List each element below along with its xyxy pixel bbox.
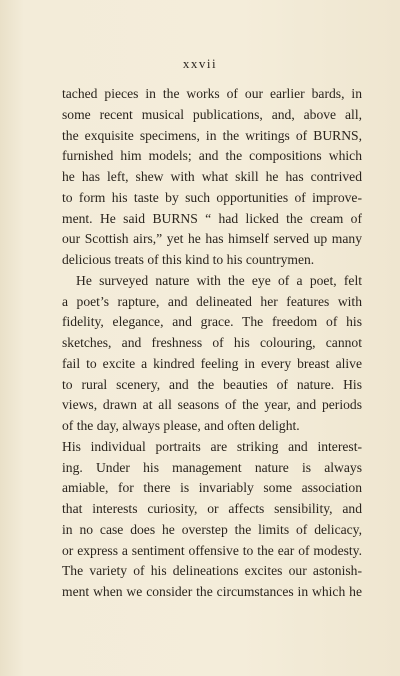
text-line: sketches, and freshness of his colouring, cannot (62, 335, 362, 350)
body-text (62, 84, 362, 603)
text-line: furnished him models; and the compositions which (62, 148, 362, 164)
text-line: ing. Under his management nature is always (62, 459, 362, 475)
text-line: he has left, shew with what skill he has contrived (62, 169, 362, 184)
text-line: tached pieces in the works of our earlier bards, in (62, 86, 362, 101)
text-line: His individual portraits are striking and interest- (62, 438, 362, 454)
text-line: He surveyed nature with the eye of a poet, felt (76, 272, 362, 288)
text-line: or express a sentiment offensive to the ear of modesty. (62, 542, 362, 558)
text-line: some recent musical publications, and, above all, (62, 106, 362, 122)
text-line: in no case does he overstep the limits of delicacy, (62, 521, 362, 537)
text-line: ment when we consider the circumstances in which he (62, 584, 362, 599)
text-line: to rural scenery, and the beauties of nature. His (62, 376, 362, 392)
text-line: ment. He said BURNS “ had licked the cream of (62, 210, 362, 226)
text-line: fidelity, elegance, and grace. The freedom of his (62, 314, 362, 330)
text-line: amiable, for there is invariably some association (62, 480, 362, 496)
text-line: The variety of his delineations excites our astonish- (62, 563, 362, 579)
text-line: to form his taste by such opportunities of improve- (62, 189, 362, 205)
text-line: fail to excite a kindred feeling in every breast alive (62, 355, 362, 371)
text-line: that interests curiosity, or affects sensibility, and (62, 501, 362, 516)
text-line: delicious treats of this kind to his countrymen. (62, 252, 315, 267)
page-number: xxvii (182, 56, 218, 71)
text-line: of the day, always please, and often delight. (62, 418, 300, 433)
text-line: the exquisite specimens, in the writings of BURNS, (62, 127, 362, 143)
text-line: views, drawn at all seasons of the year, and periods (62, 397, 362, 413)
text-line: our Scottish airs,” yet he has himself served up many (62, 231, 362, 247)
text-line: a poet’s rapture, and delineated her features with (62, 293, 362, 309)
